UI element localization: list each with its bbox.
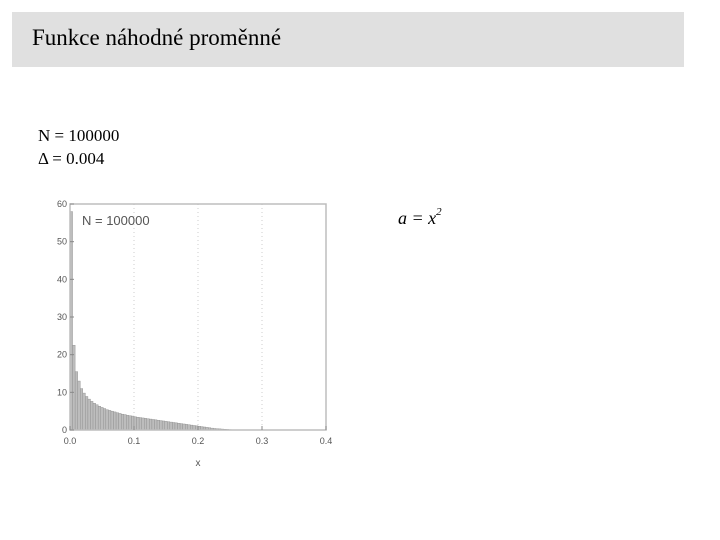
bars-layer xyxy=(70,212,231,430)
histogram-bar xyxy=(119,413,122,430)
y-tick-label: 20 xyxy=(56,349,67,360)
x-tick-label: 0.1 xyxy=(127,436,141,446)
histogram-bar xyxy=(188,425,191,430)
formula-exponent: 2 xyxy=(436,206,442,218)
histogram-bar xyxy=(180,424,183,430)
histogram-bar xyxy=(157,420,160,430)
transformation-formula xyxy=(398,208,442,229)
histogram-bar xyxy=(172,422,175,430)
histogram-bar xyxy=(73,345,76,430)
title-bar xyxy=(12,12,684,67)
histogram-bar xyxy=(154,420,157,430)
histogram-bar xyxy=(167,422,170,430)
y-tick-label: 50 xyxy=(56,236,67,247)
x-tick-label: 0.3 xyxy=(255,436,269,446)
histogram-bar xyxy=(90,401,93,430)
histogram-bar xyxy=(178,423,181,430)
histogram-bar xyxy=(142,418,145,430)
legend-label: N = 100000 xyxy=(82,213,150,228)
histogram-bar xyxy=(103,409,106,430)
histogram-bar xyxy=(121,414,124,430)
y-tick-label: 40 xyxy=(56,274,67,285)
histogram-bar xyxy=(175,423,178,430)
histogram-bar xyxy=(144,418,147,430)
slide-title: Funkce náhodné proměnné xyxy=(32,25,282,50)
x-axis-label: x xyxy=(195,458,201,469)
histogram-bar xyxy=(85,396,88,430)
histogram-bar xyxy=(93,403,96,430)
histogram-bar xyxy=(124,415,127,430)
histogram-bar xyxy=(111,411,114,430)
histogram-bar xyxy=(183,424,186,430)
histogram-bar xyxy=(78,381,81,430)
histogram-bar xyxy=(152,419,155,430)
histogram-bar xyxy=(139,418,142,430)
histogram-bar xyxy=(96,405,99,430)
histogram-bar xyxy=(160,421,163,430)
histogram-bar xyxy=(147,419,150,430)
y-tick-label: 30 xyxy=(56,312,67,322)
formula-base: a = x xyxy=(398,208,437,228)
y-tick-label: 0 xyxy=(61,425,67,435)
histogram-chart xyxy=(40,190,340,475)
sample-size-label: N = 100000 xyxy=(38,126,120,145)
histogram-bar xyxy=(126,415,129,430)
x-tick-label: 0.2 xyxy=(191,436,205,446)
histogram-bar xyxy=(165,421,168,430)
histogram-bar xyxy=(75,372,78,430)
histogram-bar xyxy=(101,407,104,430)
histogram-bar xyxy=(162,421,165,430)
histogram-bar xyxy=(88,399,91,430)
histogram-bar xyxy=(83,393,86,430)
histogram-bar xyxy=(170,422,173,430)
histogram-bar xyxy=(149,419,152,430)
histogram-bar xyxy=(137,417,140,430)
bin-width-label: Δ = 0.004 xyxy=(38,149,105,168)
histogram-bar xyxy=(108,410,111,430)
y-tick-label: 60 xyxy=(56,199,67,209)
x-tick-label: 0.0 xyxy=(63,436,77,446)
grid-layer xyxy=(134,204,262,430)
histogram-bar xyxy=(80,389,83,430)
y-tick-label: 10 xyxy=(56,387,67,398)
histogram-bar xyxy=(116,413,119,430)
histogram-bar xyxy=(185,424,188,430)
histogram-bar xyxy=(129,416,132,430)
histogram-bar xyxy=(106,410,109,430)
histogram-bar xyxy=(98,406,101,430)
x-tick-label: 0.4 xyxy=(319,436,333,446)
histogram-bar xyxy=(114,412,117,430)
